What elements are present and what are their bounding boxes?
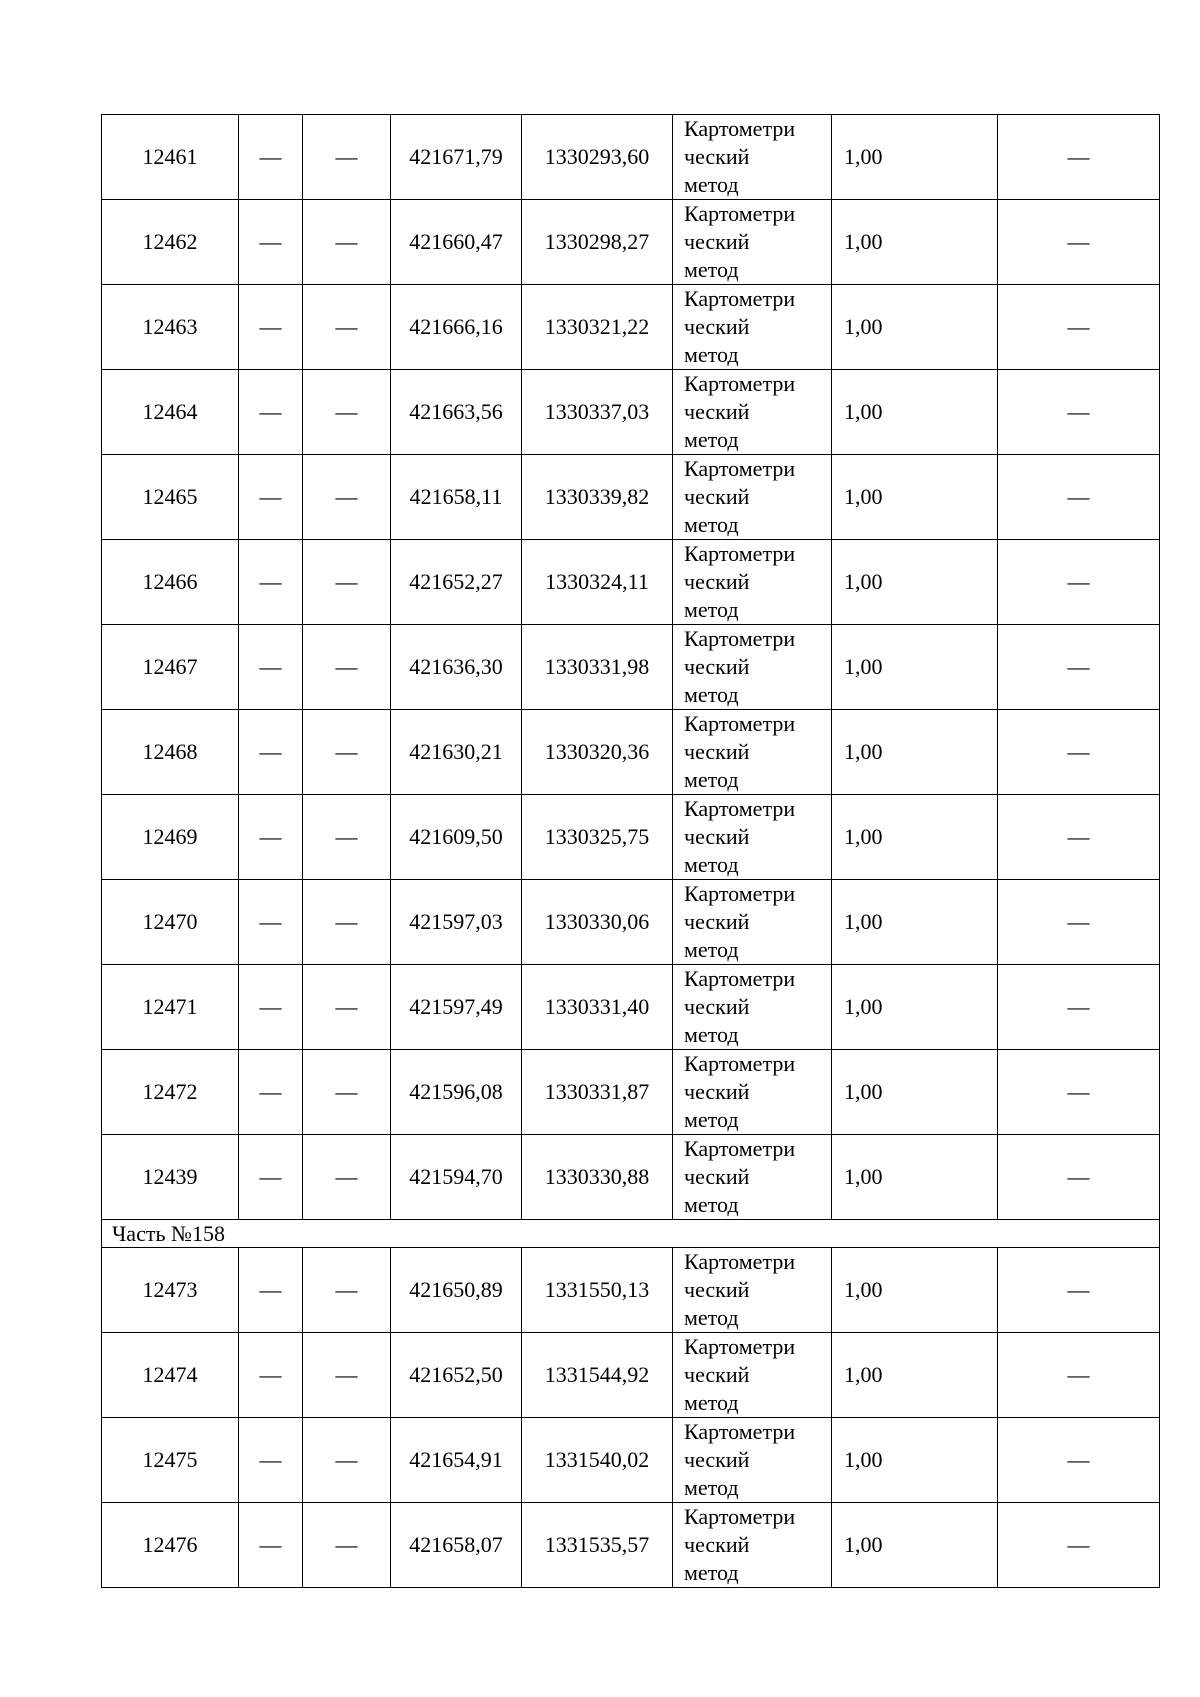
y-coordinate-cell: 1330298,27 (522, 200, 673, 285)
dash-cell: — (239, 1333, 303, 1418)
y-coordinate-cell: 1331544,92 (522, 1333, 673, 1418)
point-number-cell: 12471 (102, 965, 239, 1050)
method-line: Картометри (684, 796, 796, 821)
y-coordinate-cell: 1330339,82 (522, 455, 673, 540)
method-line: ческий (684, 739, 750, 764)
method-line: Картометри (684, 1136, 796, 1161)
method-cell (673, 625, 832, 710)
dash-cell: — (239, 710, 303, 795)
method-line: метод (684, 427, 739, 452)
method-line: Картометри (684, 1504, 796, 1529)
point-number-cell: 12476 (102, 1503, 239, 1588)
method-line: ческий (684, 569, 750, 594)
y-coordinate-cell: 1330331,40 (522, 965, 673, 1050)
x-coordinate-cell: 421652,27 (391, 540, 522, 625)
method-cell (673, 540, 832, 625)
dash-cell: — (303, 625, 391, 710)
accuracy-cell: 1,00 (832, 1418, 998, 1503)
note-cell: — (998, 115, 1160, 200)
method-line: метод (684, 852, 739, 877)
accuracy-cell: 1,00 (832, 455, 998, 540)
dash-cell: — (303, 285, 391, 370)
method-line: ческий (684, 654, 750, 679)
method-line: Картометри (684, 1051, 796, 1076)
dash-cell: — (239, 370, 303, 455)
dash-cell: — (239, 1050, 303, 1135)
dash-cell: — (239, 115, 303, 200)
point-number-cell: 12465 (102, 455, 239, 540)
method-line: метод (684, 597, 739, 622)
dash-cell: — (303, 115, 391, 200)
method-line: ческий (684, 824, 750, 849)
note-cell: — (998, 965, 1160, 1050)
method-line: метод (684, 1192, 739, 1217)
accuracy-cell: 1,00 (832, 115, 998, 200)
method-line: метод (684, 342, 739, 367)
note-cell: — (998, 1248, 1160, 1333)
table-row (102, 370, 1160, 455)
method-cell (673, 710, 832, 795)
point-number-cell: 12475 (102, 1418, 239, 1503)
method-cell (673, 370, 832, 455)
method-line: ческий (684, 229, 750, 254)
method-cell (673, 880, 832, 965)
dash-cell: — (303, 795, 391, 880)
method-line: ческий (684, 909, 750, 934)
table-row (102, 115, 1160, 200)
method-cell (673, 795, 832, 880)
table-row (102, 200, 1160, 285)
method-line: Картометри (684, 966, 796, 991)
point-number-cell: 12462 (102, 200, 239, 285)
dash-cell: — (239, 625, 303, 710)
method-line: метод (684, 172, 739, 197)
dash-cell: — (303, 1050, 391, 1135)
method-cell (673, 1333, 832, 1418)
note-cell: — (998, 880, 1160, 965)
point-number-cell: 12469 (102, 795, 239, 880)
point-number-cell: 12472 (102, 1050, 239, 1135)
table-row (102, 795, 1160, 880)
method-cell (673, 455, 832, 540)
table-row (102, 710, 1160, 795)
point-number-cell: 12473 (102, 1248, 239, 1333)
method-line: ческий (684, 994, 750, 1019)
dash-cell: — (239, 1503, 303, 1588)
method-line: Картометри (684, 1419, 796, 1444)
method-cell (673, 1135, 832, 1220)
method-line: ческий (684, 1079, 750, 1104)
dash-cell: — (303, 1503, 391, 1588)
point-number-cell: 12467 (102, 625, 239, 710)
note-cell: — (998, 1418, 1160, 1503)
method-cell (673, 200, 832, 285)
x-coordinate-cell: 421636,30 (391, 625, 522, 710)
table-row (102, 965, 1160, 1050)
method-line: метод (684, 512, 739, 537)
method-line: метод (684, 682, 739, 707)
table-row (102, 1418, 1160, 1503)
method-line: Картометри (684, 371, 796, 396)
point-number-cell: 12463 (102, 285, 239, 370)
method-line: ческий (684, 144, 750, 169)
dash-cell: — (239, 965, 303, 1050)
point-number-cell: 12468 (102, 710, 239, 795)
method-line: метод (684, 1475, 739, 1500)
y-coordinate-cell: 1331535,57 (522, 1503, 673, 1588)
note-cell: — (998, 370, 1160, 455)
dash-cell: — (303, 965, 391, 1050)
note-cell: — (998, 1135, 1160, 1220)
table-body-after (102, 1248, 1160, 1588)
method-line: ческий (684, 1277, 750, 1302)
dash-cell: — (239, 540, 303, 625)
x-coordinate-cell: 421596,08 (391, 1050, 522, 1135)
method-line: Картометри (684, 711, 796, 736)
method-line: Картометри (684, 881, 796, 906)
method-cell (673, 965, 832, 1050)
dash-cell: — (303, 455, 391, 540)
x-coordinate-cell: 421630,21 (391, 710, 522, 795)
table-row (102, 1503, 1160, 1588)
accuracy-cell: 1,00 (832, 1248, 998, 1333)
table-body-before (102, 115, 1160, 1220)
dash-cell: — (303, 200, 391, 285)
method-line: метод (684, 767, 739, 792)
x-coordinate-cell: 421660,47 (391, 200, 522, 285)
accuracy-cell: 1,00 (832, 1333, 998, 1418)
x-coordinate-cell: 421594,70 (391, 1135, 522, 1220)
note-cell: — (998, 455, 1160, 540)
dash-cell: — (239, 795, 303, 880)
dash-cell: — (239, 1248, 303, 1333)
method-line: Картометри (684, 626, 796, 651)
dash-cell: — (303, 1248, 391, 1333)
x-coordinate-cell: 421658,07 (391, 1503, 522, 1588)
dash-cell: — (303, 540, 391, 625)
dash-cell: — (239, 285, 303, 370)
dash-cell: — (303, 1135, 391, 1220)
method-line: метод (684, 937, 739, 962)
method-cell (673, 285, 832, 370)
dash-cell: — (239, 1418, 303, 1503)
method-cell (673, 1248, 832, 1333)
table-row (102, 285, 1160, 370)
method-line: Картометри (684, 286, 796, 311)
note-cell: — (998, 1333, 1160, 1418)
accuracy-cell: 1,00 (832, 1503, 998, 1588)
dash-cell: — (239, 455, 303, 540)
method-line: Картометри (684, 541, 796, 566)
accuracy-cell: 1,00 (832, 1050, 998, 1135)
note-cell: — (998, 1503, 1160, 1588)
point-number-cell: 12474 (102, 1333, 239, 1418)
note-cell: — (998, 285, 1160, 370)
note-cell: — (998, 540, 1160, 625)
x-coordinate-cell: 421663,56 (391, 370, 522, 455)
y-coordinate-cell: 1330321,22 (522, 285, 673, 370)
method-line: метод (684, 257, 739, 282)
table-row (102, 540, 1160, 625)
dash-cell: — (303, 370, 391, 455)
dash-cell: — (303, 1418, 391, 1503)
method-cell (673, 115, 832, 200)
method-cell (673, 1503, 832, 1588)
x-coordinate-cell: 421609,50 (391, 795, 522, 880)
table-row (102, 1050, 1160, 1135)
point-number-cell: 12470 (102, 880, 239, 965)
point-number-cell: 12466 (102, 540, 239, 625)
method-line: ческий (684, 1532, 750, 1557)
point-number-cell: 12439 (102, 1135, 239, 1220)
method-line: ческий (684, 1164, 750, 1189)
note-cell: — (998, 1050, 1160, 1135)
note-cell: — (998, 795, 1160, 880)
dash-cell: — (303, 1333, 391, 1418)
method-line: метод (684, 1107, 739, 1132)
method-line: метод (684, 1560, 739, 1585)
method-line: Картометри (684, 456, 796, 481)
method-line: ческий (684, 484, 750, 509)
y-coordinate-cell: 1330330,88 (522, 1135, 673, 1220)
x-coordinate-cell: 421650,89 (391, 1248, 522, 1333)
accuracy-cell: 1,00 (832, 880, 998, 965)
method-cell (673, 1418, 832, 1503)
x-coordinate-cell: 421671,79 (391, 115, 522, 200)
x-coordinate-cell: 421597,49 (391, 965, 522, 1050)
method-line: метод (684, 1022, 739, 1047)
accuracy-cell: 1,00 (832, 795, 998, 880)
dash-cell: — (239, 200, 303, 285)
accuracy-cell: 1,00 (832, 200, 998, 285)
method-line: ческий (684, 399, 750, 424)
part-section (102, 1220, 1160, 1248)
accuracy-cell: 1,00 (832, 625, 998, 710)
part-header-row (102, 1220, 1160, 1248)
table-row (102, 1248, 1160, 1333)
y-coordinate-cell: 1330337,03 (522, 370, 673, 455)
note-cell: — (998, 710, 1160, 795)
accuracy-cell: 1,00 (832, 1135, 998, 1220)
x-coordinate-cell: 421597,03 (391, 880, 522, 965)
method-line: Картометри (684, 201, 796, 226)
dash-cell: — (303, 880, 391, 965)
method-line: метод (684, 1305, 739, 1330)
method-line: Картометри (684, 1249, 796, 1274)
table-row (102, 880, 1160, 965)
method-line: Картометри (684, 1334, 796, 1359)
x-coordinate-cell: 421654,91 (391, 1418, 522, 1503)
method-line: ческий (684, 1447, 750, 1472)
y-coordinate-cell: 1331540,02 (522, 1418, 673, 1503)
y-coordinate-cell: 1330324,11 (522, 540, 673, 625)
point-number-cell: 12461 (102, 115, 239, 200)
y-coordinate-cell: 1330293,60 (522, 115, 673, 200)
accuracy-cell: 1,00 (832, 540, 998, 625)
table-row (102, 625, 1160, 710)
accuracy-cell: 1,00 (832, 710, 998, 795)
note-cell: — (998, 200, 1160, 285)
part-label: Часть №158 (102, 1220, 1160, 1248)
x-coordinate-cell: 421652,50 (391, 1333, 522, 1418)
method-line: метод (684, 1390, 739, 1415)
x-coordinate-cell: 421658,11 (391, 455, 522, 540)
method-line: ческий (684, 314, 750, 339)
y-coordinate-cell: 1330320,36 (522, 710, 673, 795)
method-line: ческий (684, 1362, 750, 1387)
method-line: Картометри (684, 116, 796, 141)
method-cell (673, 1050, 832, 1135)
dash-cell: — (239, 1135, 303, 1220)
note-cell: — (998, 625, 1160, 710)
table-row (102, 455, 1160, 540)
dash-cell: — (303, 710, 391, 795)
accuracy-cell: 1,00 (832, 965, 998, 1050)
accuracy-cell: 1,00 (832, 370, 998, 455)
y-coordinate-cell: 1330331,87 (522, 1050, 673, 1135)
x-coordinate-cell: 421666,16 (391, 285, 522, 370)
y-coordinate-cell: 1331550,13 (522, 1248, 673, 1333)
point-number-cell: 12464 (102, 370, 239, 455)
y-coordinate-cell: 1330330,06 (522, 880, 673, 965)
coordinates-table (101, 114, 1160, 1588)
dash-cell: — (239, 880, 303, 965)
accuracy-cell: 1,00 (832, 285, 998, 370)
y-coordinate-cell: 1330325,75 (522, 795, 673, 880)
table-row (102, 1135, 1160, 1220)
y-coordinate-cell: 1330331,98 (522, 625, 673, 710)
table-row (102, 1333, 1160, 1418)
